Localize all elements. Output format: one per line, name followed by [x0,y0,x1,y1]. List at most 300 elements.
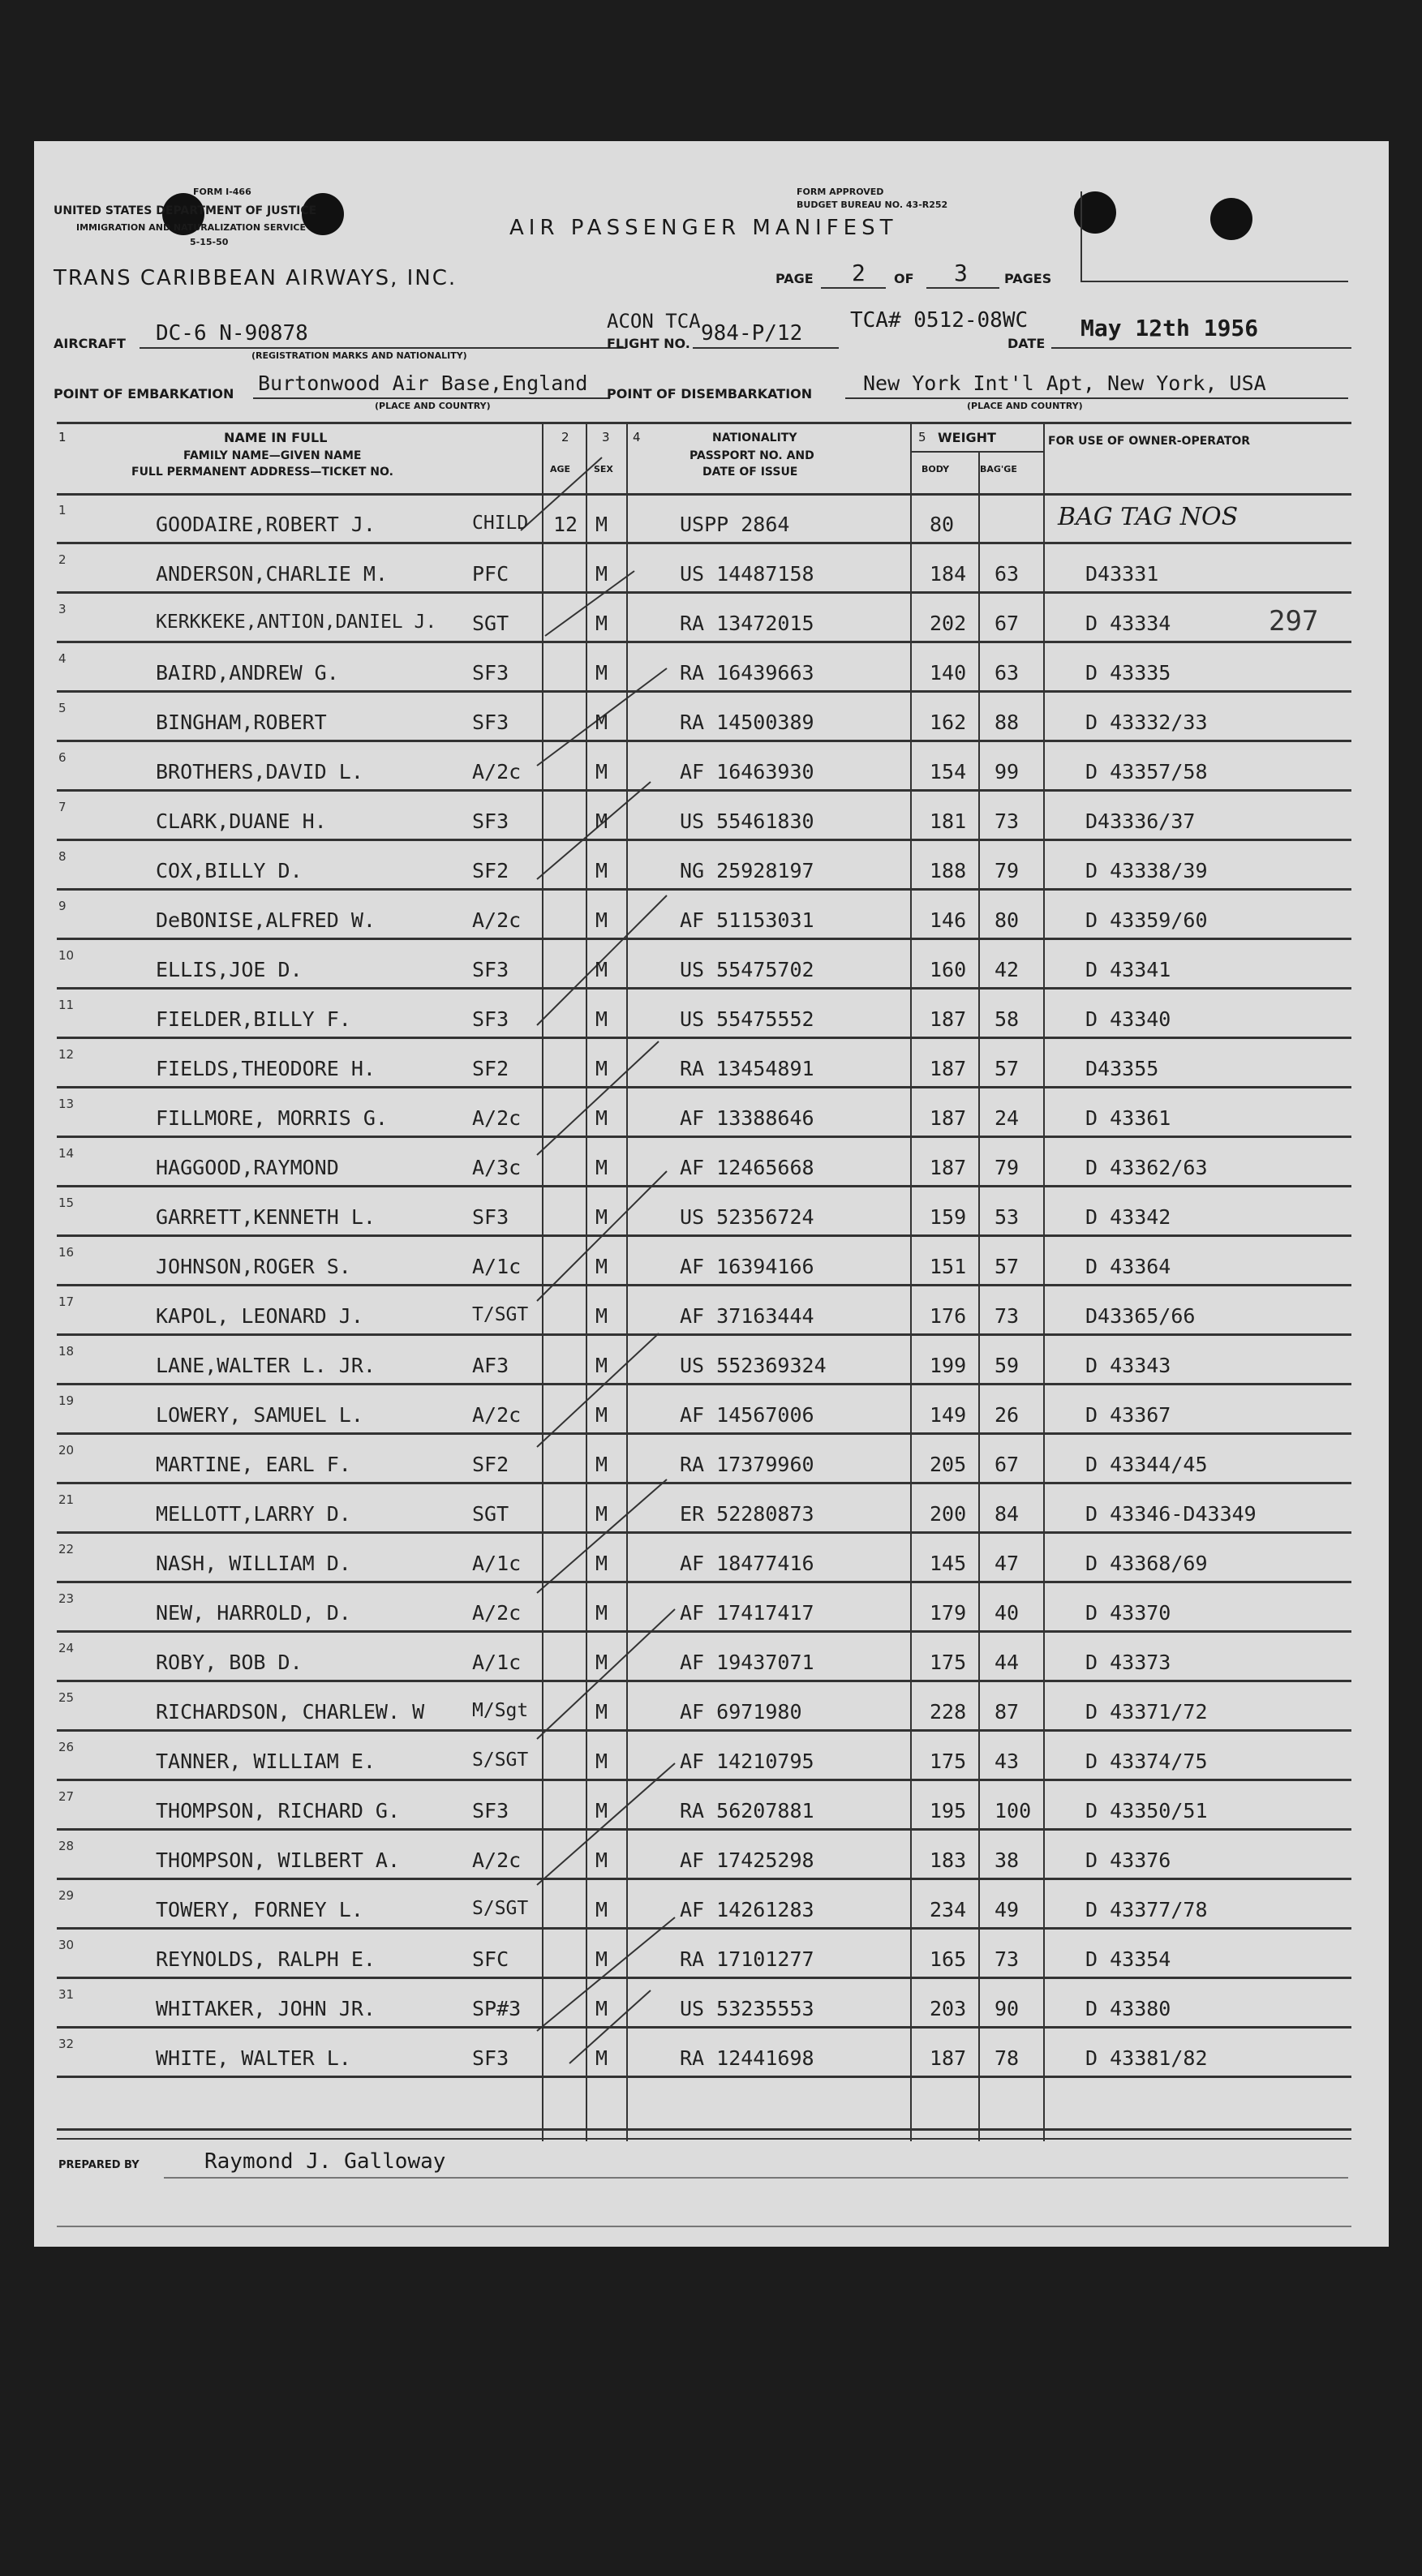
table-row [34,544,1389,594]
passenger-age: 12 [553,513,578,536]
row-number: 13 [58,1097,75,1111]
passenger-sex: M [595,2046,608,2070]
margin-number: 297 [1269,605,1319,638]
weight-body: 181 [930,809,967,833]
bag-tag-number: D 43343 [1085,1354,1171,1377]
weight-baggage: 87 [995,1700,1020,1724]
table-row [34,1682,1389,1732]
bag-tag-number: D 43373 [1085,1651,1171,1674]
row-number: 30 [58,1938,75,1952]
manifest-sheet [34,141,1389,2247]
row-number: 8 [58,849,67,864]
passenger-sex: M [595,1651,608,1674]
table-row [34,891,1389,940]
bag-tag-number: D 43368/69 [1085,1552,1208,1575]
date-label: DATE [1007,336,1046,351]
bag-tag-number: D 43364 [1085,1255,1171,1278]
passenger-passport: AF 17425298 [680,1848,814,1872]
bag-tag-number: D 43381/82 [1085,2046,1208,2070]
page-total: 3 [954,260,968,286]
weight-body: 159 [930,1205,967,1229]
col-name-line-2: FAMILY NAME—GIVEN NAME [183,449,362,462]
passenger-name: THOMPSON, WILBERT A. [156,1848,401,1872]
corner-bracket-vertical [1080,191,1082,282]
bag-tag-number: D 43359/60 [1085,908,1208,932]
row-number: 14 [58,1146,75,1161]
row-number: 17 [58,1294,75,1309]
passenger-rank: SGT [472,1502,509,1526]
col-weight-label: WEIGHT [938,430,996,445]
row-number: 23 [58,1591,75,1606]
passenger-passport: US 55475552 [680,1007,814,1031]
passenger-passport: AF 14567006 [680,1403,814,1427]
embarkation-sublabel: (PLACE AND COUNTRY) [375,401,491,411]
passenger-passport: US 55461830 [680,809,814,833]
weight-body: 200 [930,1502,967,1526]
weight-baggage: 53 [995,1205,1020,1229]
passenger-name: MARTINE, EARL F. [156,1453,351,1476]
weight-baggage: 58 [995,1007,1020,1031]
weight-body: 162 [930,711,967,734]
passenger-name: HAGGOOD,RAYMOND [156,1156,339,1179]
bag-tag-number: D 43344/45 [1085,1453,1208,1476]
weight-body: 175 [930,1651,967,1674]
weight-baggage: 42 [995,958,1020,981]
weight-body: 183 [930,1848,967,1872]
passenger-name: NASH, WILLIAM D. [156,1552,351,1575]
passenger-name: THOMPSON, RICHARD G. [156,1799,401,1823]
bag-tag-number: D 43361 [1085,1106,1171,1130]
table-row [34,1880,1389,1930]
passenger-sex: M [595,1403,608,1427]
table-row [34,1831,1389,1880]
passenger-rank: S/SGT [472,1750,529,1771]
passenger-rank: PFC [472,562,509,586]
row-number: 18 [58,1344,75,1359]
table-row [34,1781,1389,1831]
table-row [34,940,1389,990]
bag-tag-number: D 43350/51 [1085,1799,1208,1823]
row-number: 11 [58,998,75,1012]
passenger-name: RICHARDSON, CHARLEW. W [156,1700,425,1724]
disembarkation-value: New York Int'l Apt, New York, USA [863,371,1266,395]
passenger-rank: A/2c [472,908,522,932]
passenger-rank: SF3 [472,1205,509,1229]
passenger-rank: SFC [472,1947,509,1971]
bag-tag-number: D 43342 [1085,1205,1171,1229]
col-name-line-1: NAME IN FULL [224,430,328,445]
weight-baggage: 26 [995,1403,1020,1427]
passenger-rank: A/2c [472,1403,522,1427]
col-weight-body: BODY [922,464,950,474]
passenger-passport: US 552369324 [680,1354,827,1377]
passenger-sex: M [595,1799,608,1823]
passenger-passport: AF 19437071 [680,1651,814,1674]
weight-body: 179 [930,1601,967,1625]
weight-baggage: 49 [995,1898,1020,1921]
bag-tag-number: D 43377/78 [1085,1898,1208,1921]
weight-body: 145 [930,1552,967,1575]
passenger-rank: SF3 [472,711,509,734]
airline-name: TRANS CARIBBEAN AIRWAYS, INC. [54,266,458,290]
prepared-by-line [164,2177,1348,2179]
col-weight-bag: BAG'GE [980,464,1017,474]
col-nationality-number: 4 [633,430,641,444]
weight-body: 203 [930,1997,967,2020]
table-row [34,693,1389,742]
aircraft-label: AIRCRAFT [54,336,126,351]
passenger-passport: RA 56207881 [680,1799,814,1823]
weight-baggage: 63 [995,562,1020,586]
flight-line [693,347,839,349]
passenger-passport: AF 37163444 [680,1304,814,1328]
row-number: 24 [58,1641,75,1655]
passenger-sex: M [595,1947,608,1971]
aircraft-sublabel: (REGISTRATION MARKS AND NATIONALITY) [251,350,467,361]
row-divider [57,2076,1351,2078]
passenger-name: GARRETT,KENNETH L. [156,1205,376,1229]
passenger-sex: M [595,1007,608,1031]
weight-body: 165 [930,1947,967,1971]
passenger-rank: M/Sgt [472,1700,529,1721]
passenger-passport: RA 17101277 [680,1947,814,1971]
weight-body: 140 [930,661,967,685]
col-name-number: 1 [58,430,67,444]
embarkation-value: Burtonwood Air Base,England [258,371,588,395]
row-number: 25 [58,1690,75,1705]
weight-baggage: 84 [995,1502,1020,1526]
passenger-rank: A/2c [472,760,522,784]
passenger-name: TOWERY, FORNEY L. [156,1898,363,1921]
passenger-sex: M [595,562,608,586]
passenger-rank: SF2 [472,859,509,882]
bag-tag-number: D43336/37 [1085,809,1196,833]
weight-baggage: 24 [995,1106,1020,1130]
passenger-sex: M [595,1255,608,1278]
weight-body: 188 [930,859,967,882]
row-number: 7 [58,800,67,814]
disembarkation-line [845,397,1348,399]
passenger-sex: M [595,513,608,536]
weight-baggage: 78 [995,2046,1020,2070]
bag-tag-number: D 43346-D43349 [1085,1502,1257,1526]
weight-body: 176 [930,1304,967,1328]
bag-tag-number: D 43340 [1085,1007,1171,1031]
footer-line [57,2226,1351,2227]
weight-body: 187 [930,1057,967,1080]
passenger-sex: M [595,661,608,685]
weight-baggage: 80 [995,908,1020,932]
passenger-passport: RA 13472015 [680,612,814,635]
weight-body: 80 [930,513,955,536]
passenger-passport: US 14487158 [680,562,814,586]
passenger-name: FILLMORE, MORRIS G. [156,1106,388,1130]
disembarkation-sublabel: (PLACE AND COUNTRY) [967,401,1083,411]
weight-body: 195 [930,1799,967,1823]
table-bottom-border-2 [57,2138,1351,2140]
passenger-name: MELLOTT,LARRY D. [156,1502,351,1526]
weight-body: 146 [930,908,967,932]
row-number: 22 [58,1542,75,1556]
table-row [34,1484,1389,1534]
passenger-sex: M [595,958,608,981]
row-number: 15 [58,1196,75,1210]
row-number: 10 [58,948,75,963]
passenger-sex: M [595,612,608,635]
weight-baggage: 73 [995,1947,1020,1971]
bag-tag-number: D 43374/75 [1085,1750,1208,1773]
passenger-passport: US 53235553 [680,1997,814,2020]
row-number: 26 [58,1740,75,1754]
row-number: 4 [58,651,67,666]
weight-body: 187 [930,1156,967,1179]
passenger-rank: SF3 [472,809,509,833]
passenger-rank: A/1c [472,1651,522,1674]
bag-tag-number: D 43370 [1085,1601,1171,1625]
passenger-name: ROBY, BOB D. [156,1651,303,1674]
weight-baggage: 43 [995,1750,1020,1773]
table-row [34,1286,1389,1336]
bag-tag-number: D 43376 [1085,1848,1171,1872]
table-row [34,1336,1389,1385]
passenger-rank: S/SGT [472,1898,529,1919]
passenger-name: WHITE, WALTER L. [156,2046,351,2070]
passenger-rank: CHILD [472,513,529,534]
passenger-rank: T/SGT [472,1304,529,1325]
passenger-name: REYNOLDS, RALPH E. [156,1947,376,1971]
manifest-title: AIR PASSENGER MANIFEST [509,216,898,240]
passenger-name: FIELDER,BILLY F. [156,1007,351,1031]
row-number: 27 [58,1789,75,1804]
passenger-sex: M [595,1106,608,1130]
weight-body: 149 [930,1403,967,1427]
passenger-sex: M [595,1552,608,1575]
col-sex-label: SEX [594,464,613,474]
table-row [34,1930,1389,1979]
passenger-passport: ER 52280873 [680,1502,814,1526]
passenger-name: WHITAKER, JOHN JR. [156,1997,376,2020]
col-nationality-line-3: DATE OF ISSUE [702,466,798,479]
passenger-name: LOWERY, SAMUEL L. [156,1403,363,1427]
table-row [34,1039,1389,1088]
passenger-rank: SF2 [472,1453,509,1476]
weight-baggage: 59 [995,1354,1020,1377]
passenger-sex: M [595,1205,608,1229]
weight-body: 151 [930,1255,967,1278]
passenger-sex: M [595,1502,608,1526]
weight-baggage: 63 [995,661,1020,685]
passenger-rank: A/1c [472,1255,522,1278]
weight-baggage: 79 [995,859,1020,882]
passenger-rank: A/2c [472,1601,522,1625]
weight-body: 205 [930,1453,967,1476]
passenger-sex: M [595,859,608,882]
passenger-passport: RA 12441698 [680,2046,814,2070]
passenger-name: NEW, HARROLD, D. [156,1601,351,1625]
row-number: 31 [58,1987,75,2002]
weight-baggage: 44 [995,1651,1020,1674]
weight-body: 175 [930,1750,967,1773]
page-number-line [821,287,886,289]
flight-label: FLIGHT NO. [607,336,690,351]
col-sex-number: 3 [602,430,610,444]
passenger-name: TANNER, WILLIAM E. [156,1750,376,1773]
row-number: 1 [58,503,67,517]
passenger-name: LANE,WALTER L. JR. [156,1354,376,1377]
passenger-passport: RA 14500389 [680,711,814,734]
passenger-sex: M [595,1453,608,1476]
table-row [34,742,1389,792]
passenger-name: BINGHAM,ROBERT [156,711,327,734]
bag-tag-number: D 43335 [1085,661,1171,685]
bag-tag-number: D 43362/63 [1085,1156,1208,1179]
corner-bracket-horizontal [1080,281,1348,282]
weight-body: 187 [930,1106,967,1130]
punch-hole-top-right-2 [1210,198,1252,240]
passenger-sex: M [595,1156,608,1179]
row-number: 2 [58,552,67,567]
weight-baggage: 67 [995,1453,1020,1476]
col-weight-number: 5 [918,430,926,444]
passenger-passport: RA 16439663 [680,661,814,685]
row-number: 16 [58,1245,75,1260]
weight-baggage: 47 [995,1552,1020,1575]
date-line [1051,347,1351,349]
col-age-number: 2 [561,430,569,444]
weight-body: 184 [930,562,967,586]
bag-tag-number: D 43341 [1085,958,1171,981]
weight-baggage: 90 [995,1997,1020,2020]
passenger-name: ANDERSON,CHARLIE M. [156,562,388,586]
page-label: PAGE [775,271,814,286]
passenger-name: DeBONISE,ALFRED W. [156,908,376,932]
weight-body: 202 [930,612,967,635]
passenger-sex: M [595,1354,608,1377]
passenger-name: COX,BILLY D. [156,859,303,882]
passenger-rank: A/1c [472,1552,522,1575]
bag-tag-number: D 43357/58 [1085,760,1208,784]
embarkation-line [253,397,610,399]
col-name-line-3: FULL PERMANENT ADDRESS—TICKET NO. [131,466,393,479]
passenger-sex: M [595,1601,608,1625]
bag-tag-number: D43365/66 [1085,1304,1196,1328]
passenger-passport: US 52356724 [680,1205,814,1229]
flight-label-top: ACON TCA [607,310,701,333]
weight-body: 187 [930,1007,967,1031]
date-value: May 12th 1956 [1080,315,1259,341]
passenger-rank: SF3 [472,1799,509,1823]
passenger-rank: SF3 [472,1007,509,1031]
passenger-sex: M [595,1997,608,2020]
tca-value: TCA# 0512-08WC [850,308,1029,333]
row-number: 3 [58,602,67,616]
passenger-name: BROTHERS,DAVID L. [156,760,363,784]
table-top-border [57,422,1351,424]
passenger-rank: SGT [472,612,509,635]
row-number: 19 [58,1393,75,1408]
prepared-by-value: Raymond J. Galloway [204,2149,446,2174]
row-number: 32 [58,2037,75,2051]
passenger-sex: M [595,809,608,833]
weight-baggage: 100 [995,1799,1032,1823]
weight-baggage: 38 [995,1848,1020,1872]
passenger-rank: A/3c [472,1156,522,1179]
weight-baggage: 73 [995,1304,1020,1328]
aircraft-line [140,347,626,349]
table-row [34,1534,1389,1583]
table-row [34,1088,1389,1138]
bag-tag-number: D 43338/39 [1085,859,1208,882]
page-total-line [926,287,999,289]
agency-line-2: IMMIGRATION AND NATURALIZATION SERVICE [76,222,307,233]
passenger-name: ELLIS,JOE D. [156,958,303,981]
weight-subheader-line [912,451,1043,453]
table-row [34,1583,1389,1633]
weight-baggage: 99 [995,760,1020,784]
passenger-passport: US 55475702 [680,958,814,981]
prepared-by-label: PREPARED BY [58,2159,140,2171]
pages-label: PAGES [1004,271,1052,286]
weight-body: 154 [930,760,967,784]
agency-line-1: UNITED STATES DEPARTMENT OF JUSTICE [54,204,317,217]
bag-tag-number: D43355 [1085,1057,1159,1080]
bag-tag-number: D 43334 [1085,612,1171,635]
passenger-rank: SF3 [472,661,509,685]
table-row [34,792,1389,841]
weight-baggage: 57 [995,1057,1020,1080]
aircraft-value: DC-6 N-90878 [156,321,308,346]
passenger-name: KAPOL, LEONARD J. [156,1304,363,1328]
of-label: OF [894,271,914,286]
passenger-name: FIELDS,THEODORE H. [156,1057,376,1080]
table-row [34,841,1389,891]
passenger-passport: AF 6971980 [680,1700,802,1724]
passenger-passport: NG 25928197 [680,859,814,882]
passenger-name: BAIRD,ANDREW G. [156,661,339,685]
row-number: 29 [58,1888,75,1903]
passenger-rank: AF3 [472,1354,509,1377]
passenger-sex: M [595,1750,608,1773]
passenger-rank: SP#3 [472,1997,522,2020]
passenger-rank: SF3 [472,958,509,981]
embarkation-label: POINT OF EMBARKATION [54,386,234,401]
col-nationality-line-2: PASSPORT NO. AND [690,449,814,462]
bag-tag-number: D 43332/33 [1085,711,1208,734]
weight-baggage: 73 [995,809,1020,833]
disembarkation-label: POINT OF DISEMBARKATION [607,386,813,401]
table-bottom-border [57,2128,1351,2131]
table-row [34,1237,1389,1286]
weight-baggage: 57 [995,1255,1020,1278]
bag-tag-number: D43331 [1085,562,1159,586]
table-row [34,1979,1389,2029]
col-age-label: AGE [550,464,571,474]
passenger-rank: A/2c [472,1106,522,1130]
bag-tag-number: D 43367 [1085,1403,1171,1427]
table-row [34,1435,1389,1484]
weight-body: 234 [930,1898,967,1921]
weight-body: 199 [930,1354,967,1377]
approval-line-2: BUDGET BUREAU NO. 43-R252 [797,200,948,210]
table-row [34,2029,1389,2078]
page-number: 2 [852,260,866,286]
table-row [34,990,1389,1039]
passenger-passport: RA 13454891 [680,1057,814,1080]
weight-baggage: 67 [995,612,1020,635]
bag-tag-number: D 43371/72 [1085,1700,1208,1724]
passenger-passport: AF 18477416 [680,1552,814,1575]
row-number: 28 [58,1839,75,1853]
